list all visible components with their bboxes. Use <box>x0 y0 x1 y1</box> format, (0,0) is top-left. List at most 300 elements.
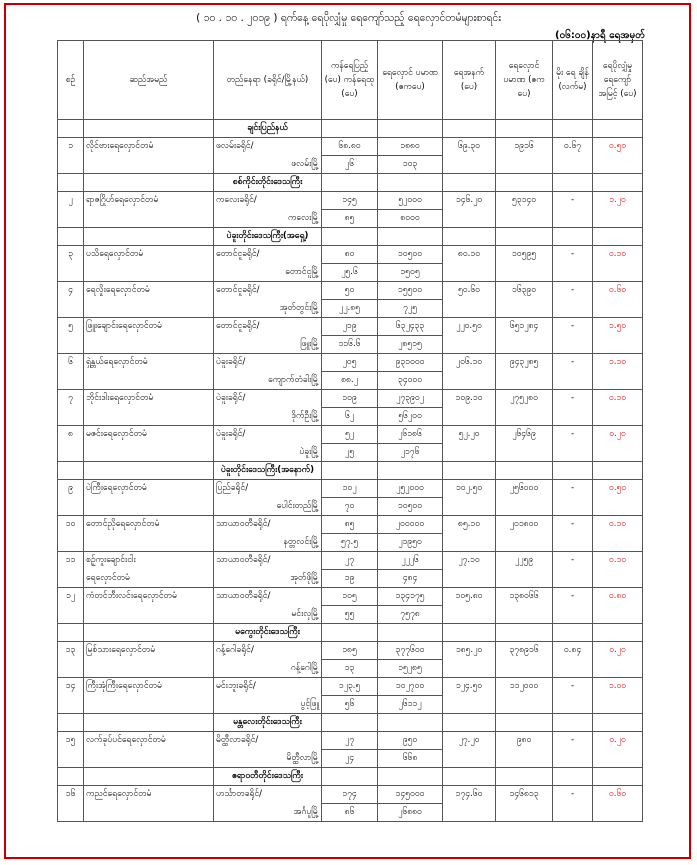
empty-cell <box>58 714 84 732</box>
current-volume: ၃၇၈၉၁၆ <box>496 642 553 660</box>
dam-district: မင်းဘူးခရိုင်/ <box>214 678 322 696</box>
dead-level: ၇၀ <box>322 498 378 516</box>
dead-volume: ၄၈၄ <box>378 570 443 588</box>
empty-cell <box>553 750 593 768</box>
dam-township: ကလေးမြို့ <box>214 210 322 228</box>
dam-township: တောင်ငူမြို့ <box>214 264 322 282</box>
empty-cell <box>553 606 593 624</box>
full-level: ၈၀ <box>322 246 378 264</box>
empty-cell <box>322 768 378 786</box>
table-row-sub <box>58 804 643 822</box>
empty-cell <box>84 462 214 480</box>
empty-cell <box>553 534 593 552</box>
full-level: ၅၀ <box>322 282 378 300</box>
current-volume: ၅၃၁၄၀ <box>496 192 553 210</box>
empty-cell <box>593 156 643 174</box>
empty-cell <box>58 228 84 246</box>
dam-name: ကံတင်ဘီးလင်းရေလှောင်တမံ <box>84 588 214 606</box>
table-row-sub <box>58 210 643 228</box>
header-current-level: ရေအနက် (ပေ) <box>443 41 496 120</box>
region-label: မန္တလေးတိုင်းဒေသကြီး <box>214 714 322 732</box>
current-volume: ၁၆၃၉၀ <box>496 282 553 300</box>
header-overflow: ရေပိုလျှံမှု ရေကျော် အမြင့် (ပေ) <box>593 41 643 120</box>
empty-cell <box>593 606 643 624</box>
table-row-sub <box>58 372 643 390</box>
dam-name-continued <box>84 300 214 318</box>
dead-volume: ၈၀၀၀ <box>378 210 443 228</box>
current-level: ၁၄၆.၂၀ <box>443 192 496 210</box>
current-level: ၁၀၉.၁၀ <box>443 390 496 408</box>
dam-district: ကလေးခရိုင်/ <box>214 192 322 210</box>
empty-cell <box>496 174 553 192</box>
current-volume: ၁၀၅၉၅ <box>496 246 553 264</box>
empty-cell <box>593 120 643 138</box>
dam-name: တောင်ညိုရေလှောင်တမံ <box>84 516 214 534</box>
dam-district: ဟင်္သာတခရိုင်/ <box>214 786 322 804</box>
full-volume: ၂၀၀၀၀၀ <box>378 516 443 534</box>
current-level: ၂၇.၂၀ <box>443 732 496 750</box>
overflow-height: ၀.၁၀ <box>593 552 643 570</box>
empty-cell <box>378 120 443 138</box>
full-level: ၁၀၉ <box>322 390 378 408</box>
dam-district: မိတ္ထီလာခရိုင်/ <box>214 732 322 750</box>
empty-cell <box>553 444 593 462</box>
empty-cell <box>496 768 553 786</box>
full-level: ၈၅ <box>322 516 378 534</box>
empty-cell <box>496 120 553 138</box>
empty-cell <box>443 696 496 714</box>
dead-level: ၁၁၆.၆ <box>322 336 378 354</box>
overflow-height: ၀.၂၀ <box>593 642 643 660</box>
dam-township: ဖြူးမြို့ <box>214 336 322 354</box>
full-volume: ၁၄၅၀၀၀ <box>378 786 443 804</box>
dam-township: နတ္တလင်းမြို့ <box>214 534 322 552</box>
dead-volume: ၂၁၇၆ <box>378 444 443 462</box>
empty-cell <box>322 624 378 642</box>
dead-level: ၅၆ <box>322 696 378 714</box>
dam-name-continued <box>84 804 214 822</box>
dam-district: ပဲခူးခရိုင်/ <box>214 426 322 444</box>
table-header <box>58 41 643 120</box>
dam-name: ရေလှိုးရေလှောင်တမံ <box>84 282 214 300</box>
dead-volume: ၃၄၀၀၀ <box>378 372 443 390</box>
empty-cell <box>553 264 593 282</box>
table-row <box>58 732 643 750</box>
empty-cell <box>58 660 84 678</box>
empty-cell <box>553 498 593 516</box>
current-volume: ၉၄၃၂၈၅ <box>496 354 553 372</box>
overflow-height: ၀.၆၀ <box>593 282 643 300</box>
empty-cell <box>443 570 496 588</box>
dam-name-continued <box>84 750 214 768</box>
dam-name-continued <box>84 606 214 624</box>
empty-cell <box>58 624 84 642</box>
empty-cell <box>593 462 643 480</box>
dam-name-continued <box>84 408 214 426</box>
dam-number: ၁ <box>58 138 84 156</box>
dam-name: ရှဲန္တယ်ရေလှောင်တမံ <box>84 354 214 372</box>
empty-cell <box>553 624 593 642</box>
empty-cell <box>593 444 643 462</box>
empty-cell <box>322 714 378 732</box>
dam-name: လက်ခုပ်ပင်ရေလှောင်တမံ <box>84 732 214 750</box>
empty-cell <box>553 768 593 786</box>
dam-district: သာယာဝတီခရိုင်/ <box>214 552 322 570</box>
empty-cell <box>443 462 496 480</box>
dam-name-continued <box>84 210 214 228</box>
empty-cell <box>496 498 553 516</box>
dam-name: လိုင်ဗားရေလှောင်တမံ <box>84 138 214 156</box>
dam-number: ၄ <box>58 282 84 300</box>
current-level: ၈၀.၁၀ <box>443 246 496 264</box>
overflow-height: ၁.၂၀ <box>593 192 643 210</box>
dam-number: ၁၀ <box>58 516 84 534</box>
full-volume: ၁၃၄၁၇၅ <box>378 588 443 606</box>
empty-cell <box>593 498 643 516</box>
full-volume: ၃၇၇၆၀၀ <box>378 642 443 660</box>
current-level: ၂၂၀.၅၀ <box>443 318 496 336</box>
table-row-sub <box>58 696 643 714</box>
dead-volume: ၁၀၅၀၀ <box>378 498 443 516</box>
empty-cell <box>496 624 553 642</box>
table-row <box>58 138 643 156</box>
dead-level: ၈၅ <box>322 210 378 228</box>
empty-cell <box>496 696 553 714</box>
table-row <box>58 678 643 696</box>
overflow-height: ၀.၁၀ <box>593 246 643 264</box>
dead-volume: ၇၅၇၈ <box>378 606 443 624</box>
rainfall: - <box>553 282 593 300</box>
empty-cell <box>443 498 496 516</box>
empty-cell <box>443 336 496 354</box>
empty-cell <box>443 534 496 552</box>
full-volume: ၁၀၅၀၀ <box>378 246 443 264</box>
empty-cell <box>84 768 214 786</box>
dam-name-continued <box>84 498 214 516</box>
current-level: ၆၉.၃၀ <box>443 138 496 156</box>
empty-cell <box>443 750 496 768</box>
empty-cell <box>593 174 643 192</box>
table-row <box>58 588 643 606</box>
table-row <box>58 786 643 804</box>
empty-cell <box>553 156 593 174</box>
table-row <box>58 426 643 444</box>
current-volume: ၁၄၆၈၁၃ <box>496 786 553 804</box>
rainfall: - <box>553 786 593 804</box>
empty-cell <box>496 534 553 552</box>
empty-cell <box>58 120 84 138</box>
dead-level: ၆၂ <box>322 408 378 426</box>
dam-name-continued <box>84 156 214 174</box>
dam-township: အုတ်တွင်းမြို့ <box>214 300 322 318</box>
rainfall: - <box>553 426 593 444</box>
dam-township: မိတ္ထီလာမြို့ <box>214 750 322 768</box>
region-row <box>58 768 643 786</box>
current-level: ၁၀၂.၅၀ <box>443 480 496 498</box>
dam-name-continued <box>84 336 214 354</box>
dam-name: ရာဇဂြိုဟ်ရေလှောင်တမံ <box>84 192 214 210</box>
empty-cell <box>322 462 378 480</box>
dam-district: တောင်ငူခရိုင်/ <box>214 246 322 264</box>
dam-name-continued <box>84 444 214 462</box>
dam-district: တောင်ငူခရိုင်/ <box>214 282 322 300</box>
full-level: ၂၇ <box>322 552 378 570</box>
empty-cell <box>593 804 643 822</box>
table-row-sub <box>58 660 643 678</box>
empty-cell <box>593 228 643 246</box>
empty-cell <box>553 804 593 822</box>
dam-name-continued <box>84 264 214 282</box>
rainfall: - <box>553 246 593 264</box>
empty-cell <box>593 696 643 714</box>
table-row-sub <box>58 498 643 516</box>
overflow-height: ၀.၂၀ <box>593 426 643 444</box>
empty-cell <box>593 768 643 786</box>
dam-number: ၁၄ <box>58 678 84 696</box>
dam-district: တောင်ငူခရိုင်/ <box>214 318 322 336</box>
dead-volume: ၂၁၉၅၀ <box>378 534 443 552</box>
current-level: ၂၀၆.၁၀ <box>443 354 496 372</box>
rainfall: - <box>553 552 593 570</box>
empty-cell <box>84 174 214 192</box>
dam-township: ဒိုက်ဦးမြို့ <box>214 408 322 426</box>
empty-cell <box>378 174 443 192</box>
dead-volume: ၂၈၅၁၅ <box>378 336 443 354</box>
dam-name: မြစ်သားရေလှောင်တမံ <box>84 642 214 660</box>
dam-number: ၁၁ <box>58 552 84 570</box>
empty-cell <box>58 156 84 174</box>
dead-level: ၈၈.၂ <box>322 372 378 390</box>
empty-cell <box>58 408 84 426</box>
empty-cell <box>553 660 593 678</box>
empty-cell <box>443 228 496 246</box>
dam-name: ကြီးအုံကြီးရေလှောင်တမံ <box>84 678 214 696</box>
rainfall: - <box>553 732 593 750</box>
dam-name-continued <box>84 696 214 714</box>
table-row <box>58 354 643 372</box>
empty-cell <box>443 606 496 624</box>
dam-district: သာယာဝတီခရိုင်/ <box>214 516 322 534</box>
dam-number: ၆ <box>58 354 84 372</box>
empty-cell <box>84 624 214 642</box>
current-volume: ၂၅၆၀၀၀ <box>496 480 553 498</box>
full-level: ၁၀၂ <box>322 480 378 498</box>
header-full-capacity: ကန်ရေပြည့် (ပေ) ကန်ရေထု (ပေ) <box>322 41 378 120</box>
full-volume: ၁၈၈၀ <box>378 138 443 156</box>
empty-cell <box>496 156 553 174</box>
empty-cell <box>443 624 496 642</box>
dead-volume: ၁၀၃ <box>378 156 443 174</box>
empty-cell <box>593 534 643 552</box>
empty-cell <box>443 210 496 228</box>
table-row <box>58 192 643 210</box>
dead-volume: ၇၂၅ <box>378 300 443 318</box>
full-level: ၁၄၅ <box>322 192 378 210</box>
dam-number: ၃ <box>58 246 84 264</box>
empty-cell <box>553 174 593 192</box>
table-row-sub <box>58 336 643 354</box>
overflow-height: ၀.၂၀ <box>593 732 643 750</box>
dead-volume: ၁၅၂၈၅ <box>378 660 443 678</box>
table-row <box>58 642 643 660</box>
empty-cell <box>443 264 496 282</box>
dam-district: ဂန့်ဂေါခရိုင်/ <box>214 642 322 660</box>
empty-cell <box>593 300 643 318</box>
current-level: ၁၀၅.၈၀ <box>443 588 496 606</box>
overflow-height: ၁.၅၀ <box>593 318 643 336</box>
dead-level: ၅၅ <box>322 606 378 624</box>
empty-cell <box>553 300 593 318</box>
empty-cell <box>322 228 378 246</box>
table-row-sub <box>58 534 643 552</box>
rainfall: - <box>553 354 593 372</box>
empty-cell <box>496 660 553 678</box>
dam-number: ၁၅ <box>58 732 84 750</box>
rainfall: - <box>553 678 593 696</box>
empty-cell <box>593 408 643 426</box>
dam-district: ပဲခူးခရိုင်/ <box>214 354 322 372</box>
empty-cell <box>443 804 496 822</box>
overflow-height: ၀.၁၀ <box>593 390 643 408</box>
empty-cell <box>496 336 553 354</box>
full-volume: ၂၅၂၀၀၀ <box>378 480 443 498</box>
empty-cell <box>443 156 496 174</box>
empty-cell <box>58 372 84 390</box>
overflow-height: ၀.၆၀ <box>593 786 643 804</box>
empty-cell <box>496 714 553 732</box>
dam-name: ပဲကြီးရေလှောင်တမံ <box>84 480 214 498</box>
table-row <box>58 318 643 336</box>
region-label: ပဲခူးတိုင်းဒေသကြီး(အရှေ့) <box>214 228 322 246</box>
empty-cell <box>443 444 496 462</box>
dead-volume: ၆၆၈ <box>378 750 443 768</box>
dam-district: ပြည်ခရိုင်/ <box>214 480 322 498</box>
dead-volume: ၂၆၁၁၂ <box>378 696 443 714</box>
table-row-sub <box>58 570 643 588</box>
empty-cell <box>58 336 84 354</box>
current-volume: ၂၀၁၈၀၀ <box>496 516 553 534</box>
full-volume: ၉၃၁၀၀၀ <box>378 354 443 372</box>
current-level: ၁၈၅.၂၀ <box>443 642 496 660</box>
full-level: ၁၈၅ <box>322 642 378 660</box>
empty-cell <box>593 570 643 588</box>
region-label: မကွေးတိုင်းဒေသကြီး <box>214 624 322 642</box>
table-row-sub <box>58 156 643 174</box>
table-row <box>58 552 643 570</box>
full-volume: ၁၅၅၀၀ <box>378 282 443 300</box>
table-row <box>58 246 643 264</box>
empty-cell <box>496 228 553 246</box>
empty-cell <box>443 174 496 192</box>
empty-cell <box>496 408 553 426</box>
full-volume: ၅၂၀၀၀ <box>378 192 443 210</box>
region-row <box>58 714 643 732</box>
full-volume: ၁၀၂၇၀၀ <box>378 678 443 696</box>
document-title: ( ၁၀ . ၁၀ . ၂၀၁၉ ) ရက်နေ့ ရေပိုလျှံမှု ရေကျော်သည့် ရေလှောင်တမံများစာရင်း <box>196 12 501 24</box>
dam-district: ဖလမ်းခရိုင်/ <box>214 138 322 156</box>
dam-township: ကျောက်တံခါးမြို့ <box>214 372 322 390</box>
dam-number: ၅ <box>58 318 84 336</box>
current-level: ၁၂၄.၅၀ <box>443 678 496 696</box>
empty-cell <box>58 570 84 588</box>
empty-cell <box>378 228 443 246</box>
region-row <box>58 462 643 480</box>
rainfall: - <box>553 480 593 498</box>
empty-cell <box>378 462 443 480</box>
empty-cell <box>593 372 643 390</box>
empty-cell <box>58 210 84 228</box>
region-row <box>58 120 643 138</box>
empty-cell <box>58 804 84 822</box>
empty-cell <box>593 336 643 354</box>
overflow-height: ၁.၀၀ <box>593 678 643 696</box>
empty-cell <box>58 462 84 480</box>
empty-cell <box>378 768 443 786</box>
empty-cell <box>593 714 643 732</box>
empty-cell <box>378 714 443 732</box>
empty-cell <box>593 210 643 228</box>
dead-level: ၂၂.၈၅ <box>322 300 378 318</box>
header-name: ဆည်အမည် <box>84 41 214 120</box>
header-no: စဉ် <box>58 41 84 120</box>
dam-district: ပဲခူးခရိုင်/ <box>214 390 322 408</box>
empty-cell <box>443 372 496 390</box>
empty-cell <box>553 336 593 354</box>
dam-township: ပဲခူးမြို့ <box>214 444 322 462</box>
dam-name: ပသိရေလှောင်တမံ <box>84 246 214 264</box>
empty-cell <box>496 264 553 282</box>
dam-name-continued <box>84 372 214 390</box>
empty-cell <box>496 750 553 768</box>
empty-cell <box>58 534 84 552</box>
document-subtitle: (၀၆:၀၀)နာရီ ရေအမှတ် <box>555 30 645 41</box>
rainfall: - <box>553 516 593 534</box>
dam-number: ၂ <box>58 192 84 210</box>
dead-level: ၂၅ <box>322 444 378 462</box>
empty-cell <box>58 264 84 282</box>
dead-volume: ၅၆၂၀၀ <box>378 408 443 426</box>
region-row <box>58 624 643 642</box>
current-level: ၈၅.၁၀ <box>443 516 496 534</box>
empty-cell <box>496 210 553 228</box>
dead-volume: ၁၅၀၅ <box>378 264 443 282</box>
region-label: ပဲခူးတိုင်းဒေသကြီး(အနောက်) <box>214 462 322 480</box>
dead-level: ၂၄ <box>322 750 378 768</box>
dead-level: ၁၉ <box>322 570 378 588</box>
empty-cell <box>58 696 84 714</box>
overflow-height: ၁.၁၀ <box>593 354 643 372</box>
current-level: ၅၂.၂၀ <box>443 426 496 444</box>
dam-district: သာယာဝတီခရိုင်/ <box>214 588 322 606</box>
dam-name: မဇင်းရေလှောင်တမံ <box>84 426 214 444</box>
rainfall: ၀.၈၄ <box>553 642 593 660</box>
empty-cell <box>496 462 553 480</box>
full-level: ၅၂ <box>322 426 378 444</box>
dead-level: ၁၃ <box>322 660 378 678</box>
dam-name: ကညင်ရေလှောင်တမံ <box>84 786 214 804</box>
overflow-height: ၀.၅၀ <box>593 480 643 498</box>
empty-cell <box>443 714 496 732</box>
table-row-sub <box>58 606 643 624</box>
overflow-height: ၀.၈၀ <box>593 588 643 606</box>
current-level: ၂၇.၁၀ <box>443 552 496 570</box>
empty-cell <box>593 750 643 768</box>
empty-cell <box>443 120 496 138</box>
dam-name-continued <box>84 660 214 678</box>
dead-level: ၅၇.၅ <box>322 534 378 552</box>
empty-cell <box>496 444 553 462</box>
dam-name: ဘိုင်းဒါးရေလှောင်တမံ <box>84 390 214 408</box>
